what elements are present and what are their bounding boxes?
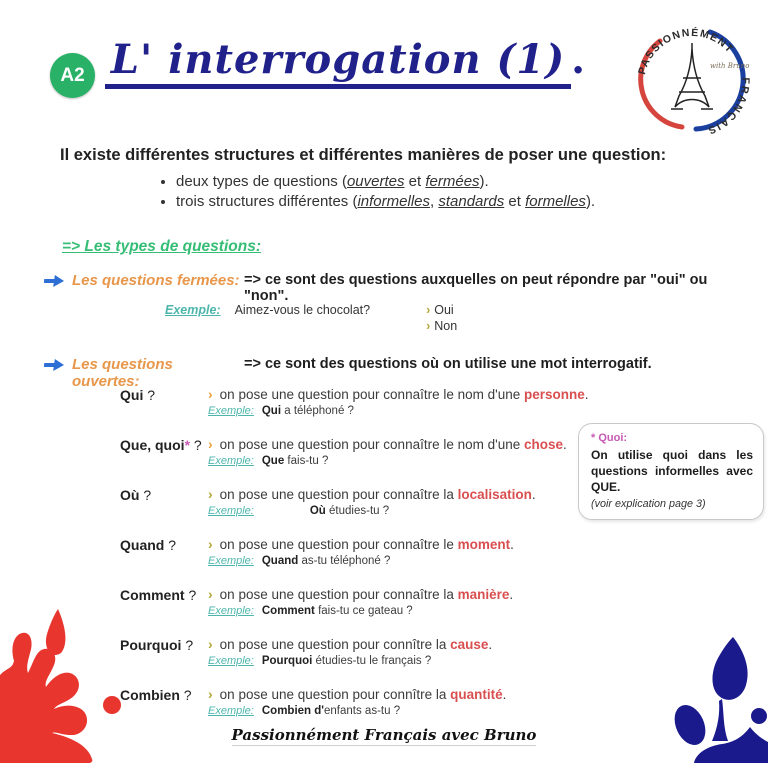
chevron-icon: › [208,386,213,402]
question-word: Comment [120,587,185,603]
svg-text:FRANÇAIS [705,77,751,136]
question-word: Combien [120,687,180,703]
example-label: Exemple: [208,505,254,517]
footer-signature: Passionnément Français avec Bruno [231,726,537,744]
note-body: On utilise quoi dans les questions informelles avec QUE. [591,448,753,495]
question-word: Qui [120,387,144,403]
question-item-que-quoi: Que, quoi* ? › on pose une question pour connaître le nom d'une chose. Exemple: Que fais-tu ? [120,436,567,467]
keyword: moment [457,537,511,552]
question-item-qui: Qui ? › on pose une question pour connaître le nom d'une personne. Exemple: Qui a téléphoné ? [120,386,589,417]
chevron-icon: › [208,686,213,702]
blue-arrow-icon [44,274,68,293]
fermees-example [165,303,457,335]
question-item-pourquoi: Pourquoi ? › on pose une question pour connître la cause. Exemple: Pourquoi étudies-tu le français ? [120,636,493,667]
question-item-combien: Combien ? › on pose une question pour connître la quantité. Exemple: Combien d'enfants as-tu ? [120,686,507,717]
intro-bullet-list [156,173,720,210]
chevron-icon: › [208,636,213,652]
page-title: L' interrogation (1) [105,38,571,89]
question-word: Que, quoi [120,437,185,453]
logo-text-side: FRANÇAIS [705,77,752,137]
chevron-icon: › [208,436,213,452]
level-badge [50,53,95,98]
fermees-row [44,272,754,304]
asterisk-marker: * [184,437,191,453]
question-item-quand: Quand ? › on pose une question pour connaître le moment. Exemple: Quand as-tu téléphoné ? [120,536,514,567]
example-label: Exemple: [208,705,254,717]
logo-text-top: PASSIONNÉMENT [636,26,737,76]
fermees-example-question: Aimez-vous le chocolat? [234,303,371,317]
chevron-icon: › [208,586,213,602]
page-title-wrap [100,36,590,89]
answer-non: › Non [426,319,458,333]
logo-signature: with Bruno [710,62,750,70]
answer-oui: › Oui [426,303,454,317]
intro-heading: Il existe différentes structures et différentes manières de poser une question: [60,146,667,164]
keyword: cause [450,637,489,652]
keyword: localisation [457,487,532,502]
example-label: Exemple: [208,555,254,567]
blue-paint-splatter [638,613,768,768]
example-label: Exemple: [208,605,254,617]
ouvertes-definition: => ce sont des questions où on utilise une mot interrogatif. [244,356,652,372]
fermees-label: Les questions fermées: [72,272,240,289]
intro-bullet-1: • deux types de questions (ouvertes et fermées). [176,173,720,190]
question-word: Quand [120,537,165,553]
level-badge-label: A2 [60,64,85,86]
fermees-definition: => ce sont des questions auxquelles on peut répondre par "oui" ou "non". [244,272,708,304]
fermees-answers [426,303,457,335]
section-heading-types: => Les types de questions: [62,238,261,255]
keyword: manière [457,587,510,602]
red-paint-splatter [0,583,145,768]
keyword: quantité [450,687,503,702]
example-label: Exemple: [208,405,254,417]
blue-arrow-icon [44,358,68,377]
intro-bullet-2: • trois structures différentes (informelles, standards et formelles). [176,193,720,210]
question-word: Où [120,487,140,503]
brand-logo-graphic [626,16,758,142]
note-title: * Quoi: [591,432,628,444]
chevron-icon: › [208,536,213,552]
quoi-note-box [578,423,764,520]
example-label: Exemple: [208,455,254,467]
question-item-ou: Où ? › on pose une question pour connaître la localisation. Exemple: Où étudies-tu ? [120,486,536,517]
ouvertes-row [44,356,754,390]
example-label: Exemple: [165,303,221,317]
page-title-period: . [571,36,586,83]
intro-section [60,146,720,213]
brand-logo [626,16,758,147]
question-word: Pourquoi [120,637,182,653]
note-footnote: (voir explication page 3) [591,497,706,510]
eiffel-tower-icon [671,43,713,109]
chevron-icon: › [208,486,213,502]
chevron-icon: › [426,319,431,333]
keyword: chose [523,437,564,452]
keyword: personne [523,387,585,402]
question-item-comment: Comment ? › on pose une question pour connaître la manière. Exemple: Comment fais-tu ce gateau ? [120,586,514,617]
ouvertes-label: Les questions ouvertes: [72,356,173,390]
chevron-icon: › [426,303,431,317]
example-label: Exemple: [208,655,254,667]
